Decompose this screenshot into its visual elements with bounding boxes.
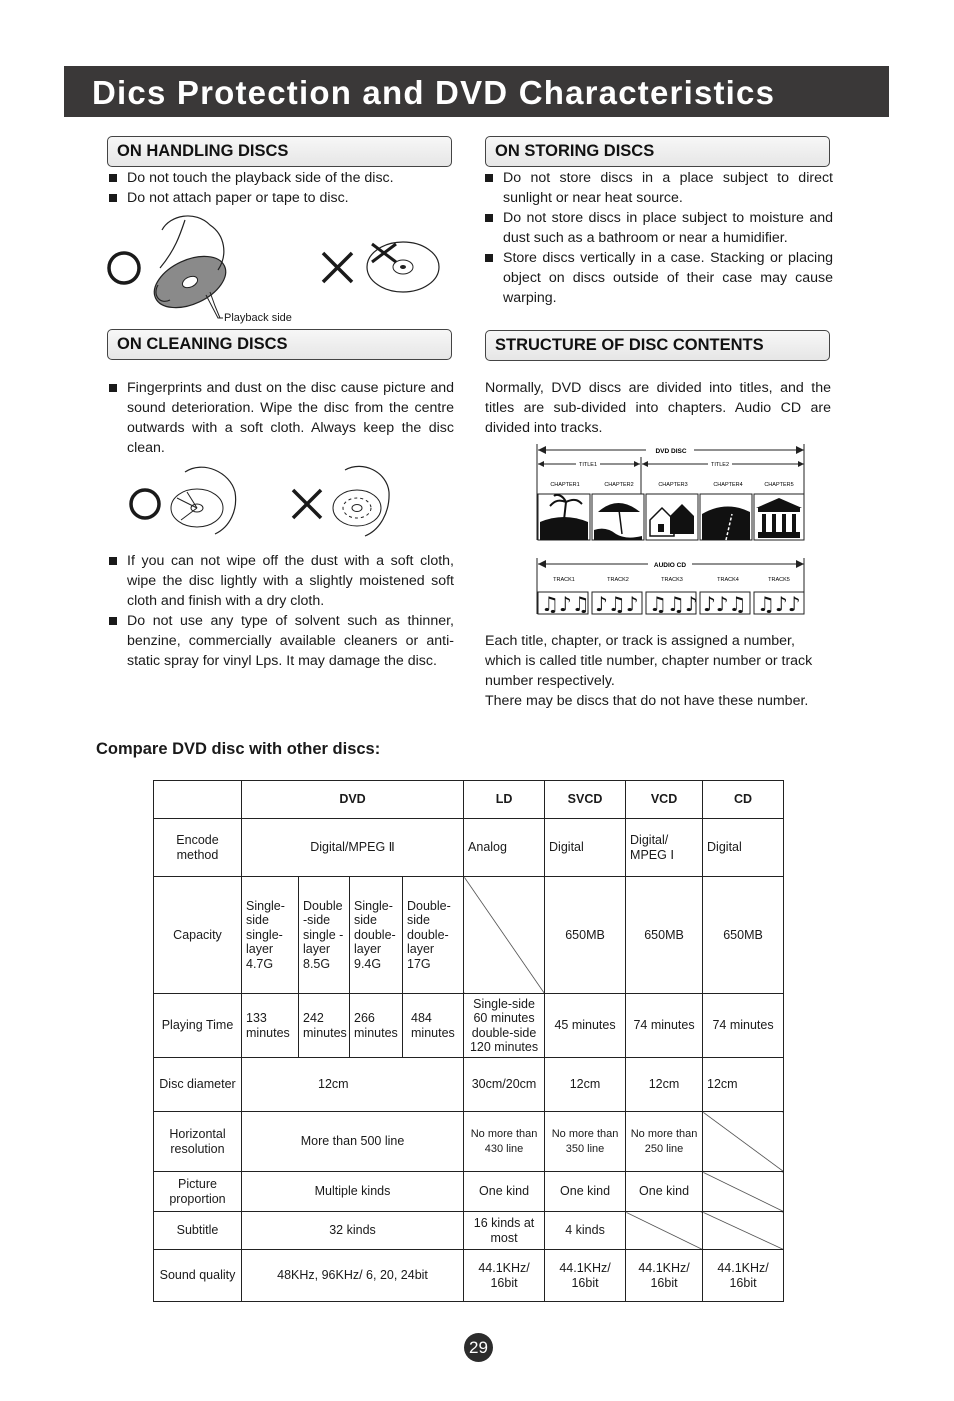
table-cell: 74 minutes xyxy=(703,994,784,1058)
row-label: Picture proportion xyxy=(154,1172,242,1212)
table-cell: 44.1KHz/ 16bit xyxy=(626,1250,703,1302)
cleaning-list-1 xyxy=(109,378,454,458)
table-cell: Digital/MPEG Ⅱ xyxy=(242,819,464,877)
table-cell: 650MB xyxy=(626,877,703,994)
vcd-header: VCD xyxy=(626,781,703,819)
table-row xyxy=(154,1058,784,1112)
table-cell: One kind xyxy=(545,1172,626,1212)
handling-heading: ON HANDLING DISCS xyxy=(117,142,289,160)
music-note-icon: ♪♫♪ xyxy=(595,592,639,616)
disc-icon xyxy=(367,242,439,292)
table-row xyxy=(154,819,784,877)
table-cell-empty xyxy=(626,1212,703,1250)
structure-outro: Each title, chapter, or track is assigned a number, which is called title number, chapter number or track number respectively. xyxy=(485,633,813,689)
chapter-label: CHAPTER2 xyxy=(604,482,634,488)
svcd-header: SVCD xyxy=(545,781,626,819)
table-cell: Multiple kinds xyxy=(242,1172,464,1212)
music-note-icon: ♫♫♪ xyxy=(649,592,698,616)
track-label: TRACK1 xyxy=(553,577,575,583)
table-cell: Digital/ MPEG Ⅰ xyxy=(626,819,703,877)
row-label: Disc diameter xyxy=(154,1058,242,1112)
title-label: TITLE2 xyxy=(710,462,730,468)
dvd-structure-diagram xyxy=(536,442,806,542)
wrong-x-icon xyxy=(293,490,321,518)
table-row xyxy=(154,1212,784,1250)
table-cell: 650MB xyxy=(703,877,784,994)
table-cell: 74 minutes xyxy=(626,994,703,1058)
playback-side-label: Playback side xyxy=(224,312,292,324)
structure-note: There may be discs that do not have these number. xyxy=(485,693,809,709)
cleaning-illustration xyxy=(125,462,390,542)
table-cell: 12cm xyxy=(545,1058,626,1112)
cd-structure-diagram xyxy=(536,556,806,616)
wiping-disc-wrong-icon xyxy=(333,466,389,536)
table-cell: One kind xyxy=(626,1172,703,1212)
row-label: Horizontal resolution xyxy=(154,1112,242,1172)
table-cell: 242 minutes xyxy=(299,994,350,1058)
chapter-thumbnails xyxy=(538,494,804,540)
table-cell: Double -side single -layer 8.5G xyxy=(299,877,350,994)
table-cell: Digital xyxy=(545,819,626,877)
table-cell xyxy=(154,781,242,819)
chapter-label: CHAPTER4 xyxy=(713,482,743,488)
storing-heading: ON STORING DISCS xyxy=(495,142,655,160)
table-cell: 44.1KHz/ 16bit xyxy=(545,1250,626,1302)
table-cell-empty xyxy=(703,1212,784,1250)
table-cell: Single-side single-layer 4.7G xyxy=(242,877,299,994)
hand-holding-disc-icon xyxy=(146,216,233,318)
chapter-label: CHAPTER3 xyxy=(658,482,688,488)
table-cell: 44.1KHz/ 16bit xyxy=(703,1250,784,1302)
list-item: Store discs vertically in a case. Stacking or placing object on discs outside of their case may cause warping. xyxy=(485,248,833,308)
table-cell: 44.1KHz/ 16bit xyxy=(464,1250,545,1302)
handling-heading-box xyxy=(107,136,452,167)
table-row xyxy=(154,877,784,994)
table-row xyxy=(154,781,784,819)
list-item: Do not use any type of solvent such as thinner, benzine, commercially available cleaners or anti-static spray for vinyl Lps. It may damage the disc. xyxy=(109,611,454,671)
road-icon xyxy=(702,506,750,540)
row-label: Encode method xyxy=(154,819,242,877)
table-cell: 650MB xyxy=(545,877,626,994)
compare-title: Compare DVD disc with other discs: xyxy=(96,740,381,758)
table-cell: 45 minutes xyxy=(545,994,626,1058)
table-cell: 266 minutes xyxy=(350,994,403,1058)
cleaning-heading-box xyxy=(107,329,452,360)
list-item: Do not store discs in place subject to moisture and dust such as a bathroom or near a humidifier. xyxy=(485,208,833,248)
track-label: TRACK2 xyxy=(607,577,629,583)
table-cell: No more than 430 line xyxy=(464,1112,545,1172)
table-cell: Digital xyxy=(703,819,784,877)
table-cell: 32 kinds xyxy=(242,1212,464,1250)
music-note-icon: ♪♪♫ xyxy=(703,592,747,616)
table-cell: No more than 350 line xyxy=(545,1112,626,1172)
table-cell-empty xyxy=(703,1172,784,1212)
structure-heading-box xyxy=(485,330,830,361)
row-label: Sound quality xyxy=(154,1250,242,1302)
table-cell: 16 kinds at most xyxy=(464,1212,545,1250)
page-title: Dics Protection and DVD Characteristics xyxy=(92,74,776,111)
table-cell-empty xyxy=(464,877,545,994)
list-item: Fingerprints and dust on the disc cause picture and sound deterioration. Wipe the disc from the centre outwards with a soft cloth. Always keep the disc clean. xyxy=(109,378,454,458)
table-row xyxy=(154,1112,784,1172)
row-label: Subtitle xyxy=(154,1212,242,1250)
storing-list xyxy=(485,168,833,308)
list-item: If you can not wipe off the dust with a soft cloth, wipe the disc lightly with a slightly moistened soft cloth and finish with a dry cloth. xyxy=(109,551,454,611)
wiping-disc-correct-icon xyxy=(171,467,236,534)
table-cell: 48KHz, 96KHz/ 6, 20, 24bit xyxy=(242,1250,464,1302)
wrong-x-icon xyxy=(323,253,352,282)
cleaning-heading: ON CLEANING DISCS xyxy=(117,335,288,353)
handling-illustration xyxy=(100,210,450,325)
row-label: Playing Time xyxy=(154,994,242,1058)
music-notes-thumbnails xyxy=(538,592,804,616)
cd-header: CD xyxy=(703,781,784,819)
title-label: TITLE1 xyxy=(578,462,598,468)
music-note-icon: ♫♪♫ xyxy=(541,592,590,616)
table-cell: Analog xyxy=(464,819,545,877)
storing-heading-box xyxy=(485,136,830,167)
dvd-disc-label: DVD DISC xyxy=(655,448,687,455)
list-item: Do not attach paper or tape to disc. xyxy=(109,188,454,208)
table-cell: 30cm/20cm xyxy=(464,1058,545,1112)
page-number: 29 xyxy=(464,1333,493,1362)
table-row xyxy=(154,994,784,1058)
cleaning-list-2 xyxy=(109,551,454,671)
track-label: TRACK3 xyxy=(661,577,683,583)
table-cell: 133 minutes xyxy=(242,994,299,1058)
table-cell: 484 minutes xyxy=(403,994,464,1058)
chapter-label: CHAPTER1 xyxy=(550,482,580,488)
table-row xyxy=(154,1250,784,1302)
table-cell: More than 500 line xyxy=(242,1112,464,1172)
title-bar xyxy=(64,66,889,117)
dvd-header: DVD xyxy=(242,781,464,819)
handling-list xyxy=(109,168,454,208)
comparison-table xyxy=(153,780,784,1302)
table-cell: 4 kinds xyxy=(545,1212,626,1250)
table-cell: One kind xyxy=(464,1172,545,1212)
table-cell: 12cm xyxy=(626,1058,703,1112)
table-cell: Double-side double-layer 17G xyxy=(403,877,464,994)
music-note-icon: ♫♪♪ xyxy=(757,592,801,616)
row-label: Capacity xyxy=(154,877,242,994)
list-item: Do not touch the playback side of the disc. xyxy=(109,168,454,188)
table-cell: 12cm xyxy=(703,1058,784,1112)
table-cell-empty xyxy=(703,1112,784,1172)
correct-circle-icon xyxy=(131,490,159,518)
structure-heading: STRUCTURE OF DISC CONTENTS xyxy=(495,336,764,354)
list-item: Do not store discs in a place subject to direct sunlight or near heat source. xyxy=(485,168,833,208)
table-cell: No more than 250 line xyxy=(626,1112,703,1172)
track-label: TRACK4 xyxy=(717,577,739,583)
table-row xyxy=(154,1172,784,1212)
table-cell: 12cm xyxy=(242,1058,464,1112)
table-cell: Single-side 60 minutes double-side 120 minutes xyxy=(464,994,545,1058)
audio-cd-label: AUDIO CD xyxy=(653,562,687,569)
structure-intro: Normally, DVD discs are divided into titles, and the titles are sub-divided into chapters. Audio CD are divided into tracks. xyxy=(485,380,831,436)
table-cell: Single-side double-layer 9.4G xyxy=(350,877,403,994)
chapter-label: CHAPTER5 xyxy=(764,482,794,488)
correct-circle-icon xyxy=(109,253,139,283)
track-label: TRACK5 xyxy=(768,577,790,583)
ld-header: LD xyxy=(464,781,545,819)
